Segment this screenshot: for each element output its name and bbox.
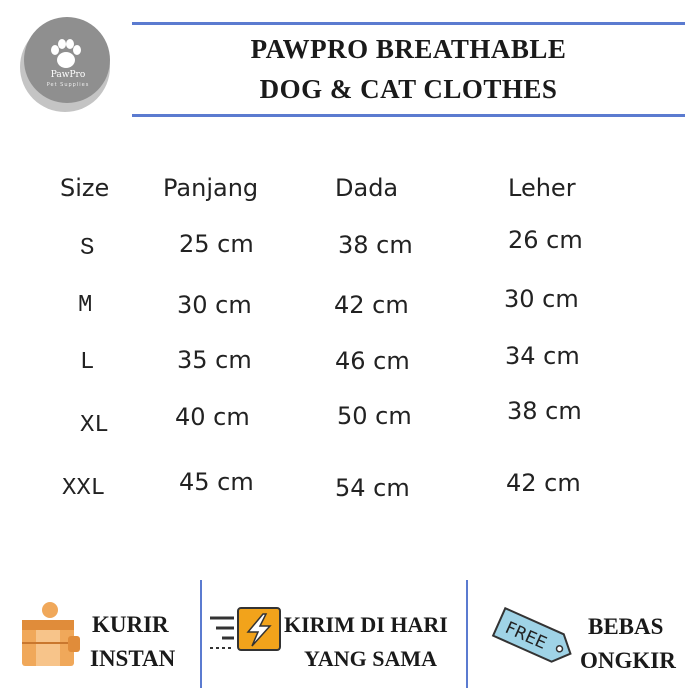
feature-sameday-line-2: YANG SAMA xyxy=(304,646,438,671)
title-top-rule xyxy=(132,22,685,25)
leher-cell: 38 cm xyxy=(507,397,582,425)
paw-icon xyxy=(48,38,84,70)
footer-divider xyxy=(466,580,468,688)
title-bottom-rule xyxy=(132,114,685,117)
dada-cell: 46 cm xyxy=(335,347,410,375)
feature-courier-line-2: INSTAN xyxy=(90,646,176,671)
dada-cell: 38 cm xyxy=(338,231,413,259)
dada-cell: 54 cm xyxy=(335,474,410,502)
feature-free-shipping-line-1: BEBAS xyxy=(588,614,664,639)
leher-cell: 30 cm xyxy=(504,285,579,313)
free-tag-label: FREE xyxy=(502,618,550,654)
panjang-cell: 40 cm xyxy=(175,403,250,431)
feature-free-shipping-line-2: ONGKIR xyxy=(580,648,676,673)
title-line-2: DOG & CAT CLOTHES xyxy=(259,74,558,104)
leher-cell: 34 cm xyxy=(505,342,580,370)
logo-subtitle: Pet Supplies xyxy=(46,82,90,88)
panjang-cell: 45 cm xyxy=(179,468,254,496)
header-panjang: Panjang xyxy=(163,174,259,202)
footer-divider xyxy=(200,580,202,688)
feature-sameday-line-1: KIRIM DI HARI xyxy=(284,612,448,637)
size-cell: L xyxy=(80,349,95,376)
dada-cell: 50 cm xyxy=(337,402,412,430)
logo-brand: PawPro xyxy=(50,70,86,80)
courier-box-icon xyxy=(16,600,86,672)
size-cell: XXL xyxy=(62,475,106,502)
panjang-cell: 35 cm xyxy=(177,346,252,374)
size-cell: S xyxy=(80,235,95,262)
header-leher: Leher xyxy=(508,174,576,202)
title-line-1: PAWPRO BREATHABLE xyxy=(250,34,567,64)
leher-cell: 42 cm xyxy=(506,469,581,497)
header-size: Size xyxy=(60,174,110,202)
header-dada: Dada xyxy=(335,174,399,202)
feature-courier-line-1: KURIR xyxy=(92,612,169,637)
dada-cell: 42 cm xyxy=(334,291,409,319)
panjang-cell: 25 cm xyxy=(179,230,254,258)
size-cell: M xyxy=(78,292,93,319)
panjang-cell: 30 cm xyxy=(177,291,252,319)
lightning-delivery-icon xyxy=(208,604,284,654)
size-cell: XL xyxy=(80,412,109,439)
leher-cell: 26 cm xyxy=(508,226,583,254)
free-tag-icon xyxy=(486,598,580,676)
